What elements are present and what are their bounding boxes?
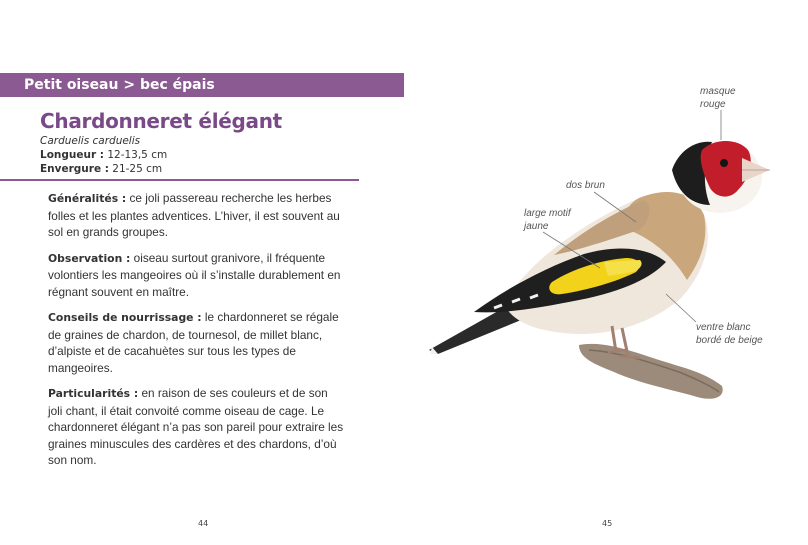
paragraph-term: Généralités : [48, 192, 127, 205]
paragraph-term: Conseils de nourrissage : [48, 311, 202, 324]
goldfinch-illustration [404, 0, 808, 545]
callout-motif-line2: jaune [524, 220, 549, 232]
paragraph-term: Observation : [48, 251, 131, 265]
callout-masque-line2: rouge [700, 98, 726, 110]
callout-masque-line1: masque [700, 86, 736, 97]
page-number: 45 [602, 519, 613, 528]
callout-ventre-line2: bordé de beige [696, 334, 763, 346]
paragraph-term: Particularités : [48, 387, 139, 400]
bird-eye [720, 159, 728, 167]
length-label: Longueur : [40, 149, 104, 161]
paragraph-observation [48, 250, 344, 301]
callout-ventre-line1: ventre blanc [696, 322, 751, 333]
callout-motif [524, 208, 571, 233]
wingspan-line [40, 163, 162, 175]
description-block [48, 190, 344, 478]
category-banner: Petit oiseau > bec épais [0, 73, 404, 97]
page-number: 44 [198, 519, 209, 528]
paragraph-generalites [48, 190, 344, 241]
callout-dos [566, 180, 605, 193]
paragraph-text: ce joli passereau recherche les herbes folles et les plantes adventices. L’hiver, il est souvent au sol en grands groupes. [48, 191, 340, 239]
callout-motif-line1: large motif [524, 208, 571, 219]
paragraph-text: oiseau surtout granivore, il fréquente volontiers les mangeoires où il s’installe durablement en régnant souvent en maître. [48, 250, 341, 299]
paragraph-text: le chardonneret se régale de graines de chardon, de tournesol, de millet blanc, d’alpiste et de cacahuètes sur tous les types de mangeoires. [48, 310, 339, 375]
length-value: 12-13,5 cm [104, 149, 168, 161]
callout-ventre [696, 322, 763, 347]
species-title: Chardonneret élégant [40, 109, 282, 133]
wingspan-value: 21-25 cm [108, 163, 163, 175]
right-page [404, 0, 808, 545]
callout-masque [700, 86, 736, 111]
length-line [40, 149, 167, 161]
paragraph-text: en raison de ses couleurs et de son joli chant, il était convoité comme oiseau de cage. Le chardonneret élégant n’a pas son pareil pour extraire les graines minuscules des cardères et des chardons, d’où son nom. [48, 386, 344, 467]
divider-rule [0, 179, 359, 181]
callout-dos-line1: dos brun [566, 180, 605, 191]
branch [579, 344, 723, 399]
wingspan-label: Envergure : [40, 163, 109, 175]
latin-name: Carduelis carduelis [40, 135, 141, 147]
paragraph-nourrissage [48, 309, 344, 376]
paragraph-particularites [48, 385, 344, 469]
